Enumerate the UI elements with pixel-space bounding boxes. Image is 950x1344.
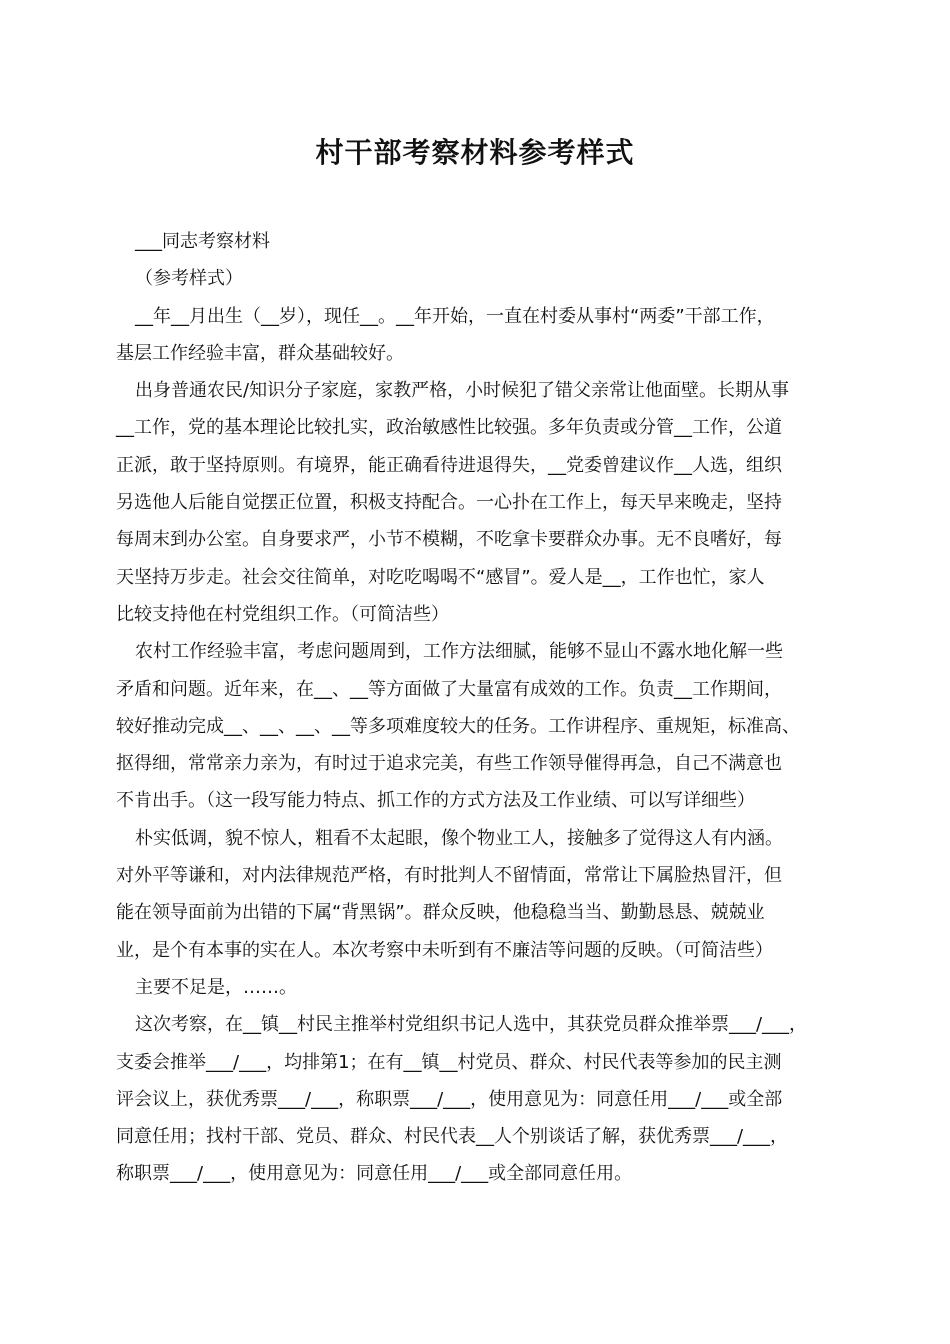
paragraph-line: 这次考察，在__镇__村民主推举村党组织书记人选中，其获党员群众推举票___/___，	[135, 1014, 808, 1036]
document-body	[116, 223, 838, 1193]
paragraph-line: __工作，党的基本理论比较扎实，政治敏感性比较强。多年负责或分管__工作，公道	[116, 417, 782, 439]
paragraph-line: 正派，敢于坚持原则。有境界，能正确看待进退得失，__党委曾建议作__人选，组织	[116, 454, 782, 476]
paragraph-line: 比较支持他在村党组织工作。（可简洁些）	[116, 603, 449, 625]
paragraph-line: 朴实低调，貌不惊人，粗看不太起眼，像个物业工人，接触多了觉得这人有内涵。	[135, 827, 783, 849]
paragraph-line: 支委会推举___/___，均排第1；在有__镇__村党员、群众、村民代表等参加的民主测	[116, 1051, 782, 1073]
template-note: （参考样式）	[135, 268, 243, 290]
paragraph-line: 每周末到办公室。自身要求严，小节不模糊，不吃拿卡要群众办事。无不良嗜好，每	[116, 529, 782, 551]
paragraph-line: 能在领导面前为出错的下属“背黑锅”。群众反映，他稳稳当当、勤勤恳恳、兢兢业	[116, 902, 765, 924]
paragraph-line: 业，是个有本事的实在人。本次考察中未听到有不廉洁等问题的反映。（可简洁些）	[116, 939, 773, 961]
paragraph-line: 天坚持万步走。社会交往简单，对吃吃喝喝不“感冒”。爱人是__，工作也忙，家人	[116, 566, 765, 588]
paragraph-line: 基层工作经验丰富，群众基础较好。	[116, 342, 404, 364]
paragraph-line: 出身普通农民/知识分子家庭，家教严格，小时候犯了错父亲常让他面壁。长期从事	[135, 380, 790, 402]
paragraph-line: 评会议上，获优秀票___/___，称职票___/___，使用意见为：同意任用___/___或全部	[116, 1088, 783, 1110]
document-title: 村干部考察材料参考样式	[315, 136, 635, 169]
paragraph-line: 主要不足是，……。	[135, 976, 297, 998]
paragraph-line: 同意任用；找村干部、党员、群众、村民代表__人个别谈话了解，获优秀票___/___，	[116, 1126, 789, 1148]
paragraph-line: __年__月出生（__岁），现任__。__年开始，一直在村委从事村“两委”干部工作，	[135, 305, 775, 327]
paragraph-line: 称职票___/___，使用意见为：同意任用___/___或全部同意任用。	[116, 1163, 633, 1185]
paragraph-line: 抠得细，常常亲力亲为，有时过于追求完美，有些工作领导催得再急，自己不满意也	[116, 753, 782, 775]
paragraph-line: 矛盾和问题。近年来，在__、__等方面做了大量富有成效的工作。负责__工作期间，	[116, 678, 782, 700]
subject-heading: ___同志考察材料	[135, 231, 270, 252]
paragraph-line: 农村工作经验丰富，考虑问题周到，工作方法细腻，能够不显山不露水地化解一些	[135, 641, 783, 663]
paragraph-line: 不肯出手。（这一段写能力特点、抓工作的方式方法及工作业绩、可以写详细些）	[116, 790, 755, 812]
paragraph-line: 另选他人后能自觉摆正位置，积极支持配合。一心扑在工作上，每天早来晚走，坚持	[116, 492, 782, 514]
paragraph-line: 较好推动完成__、__、__、__等多项难度较大的任务。工作讲程序、重规矩，标准高、	[116, 715, 800, 737]
paragraph-line: 对外平等谦和，对内法律规范严格，有时批判人不留情面，常常让下属脸热冒汗，但	[116, 865, 782, 887]
